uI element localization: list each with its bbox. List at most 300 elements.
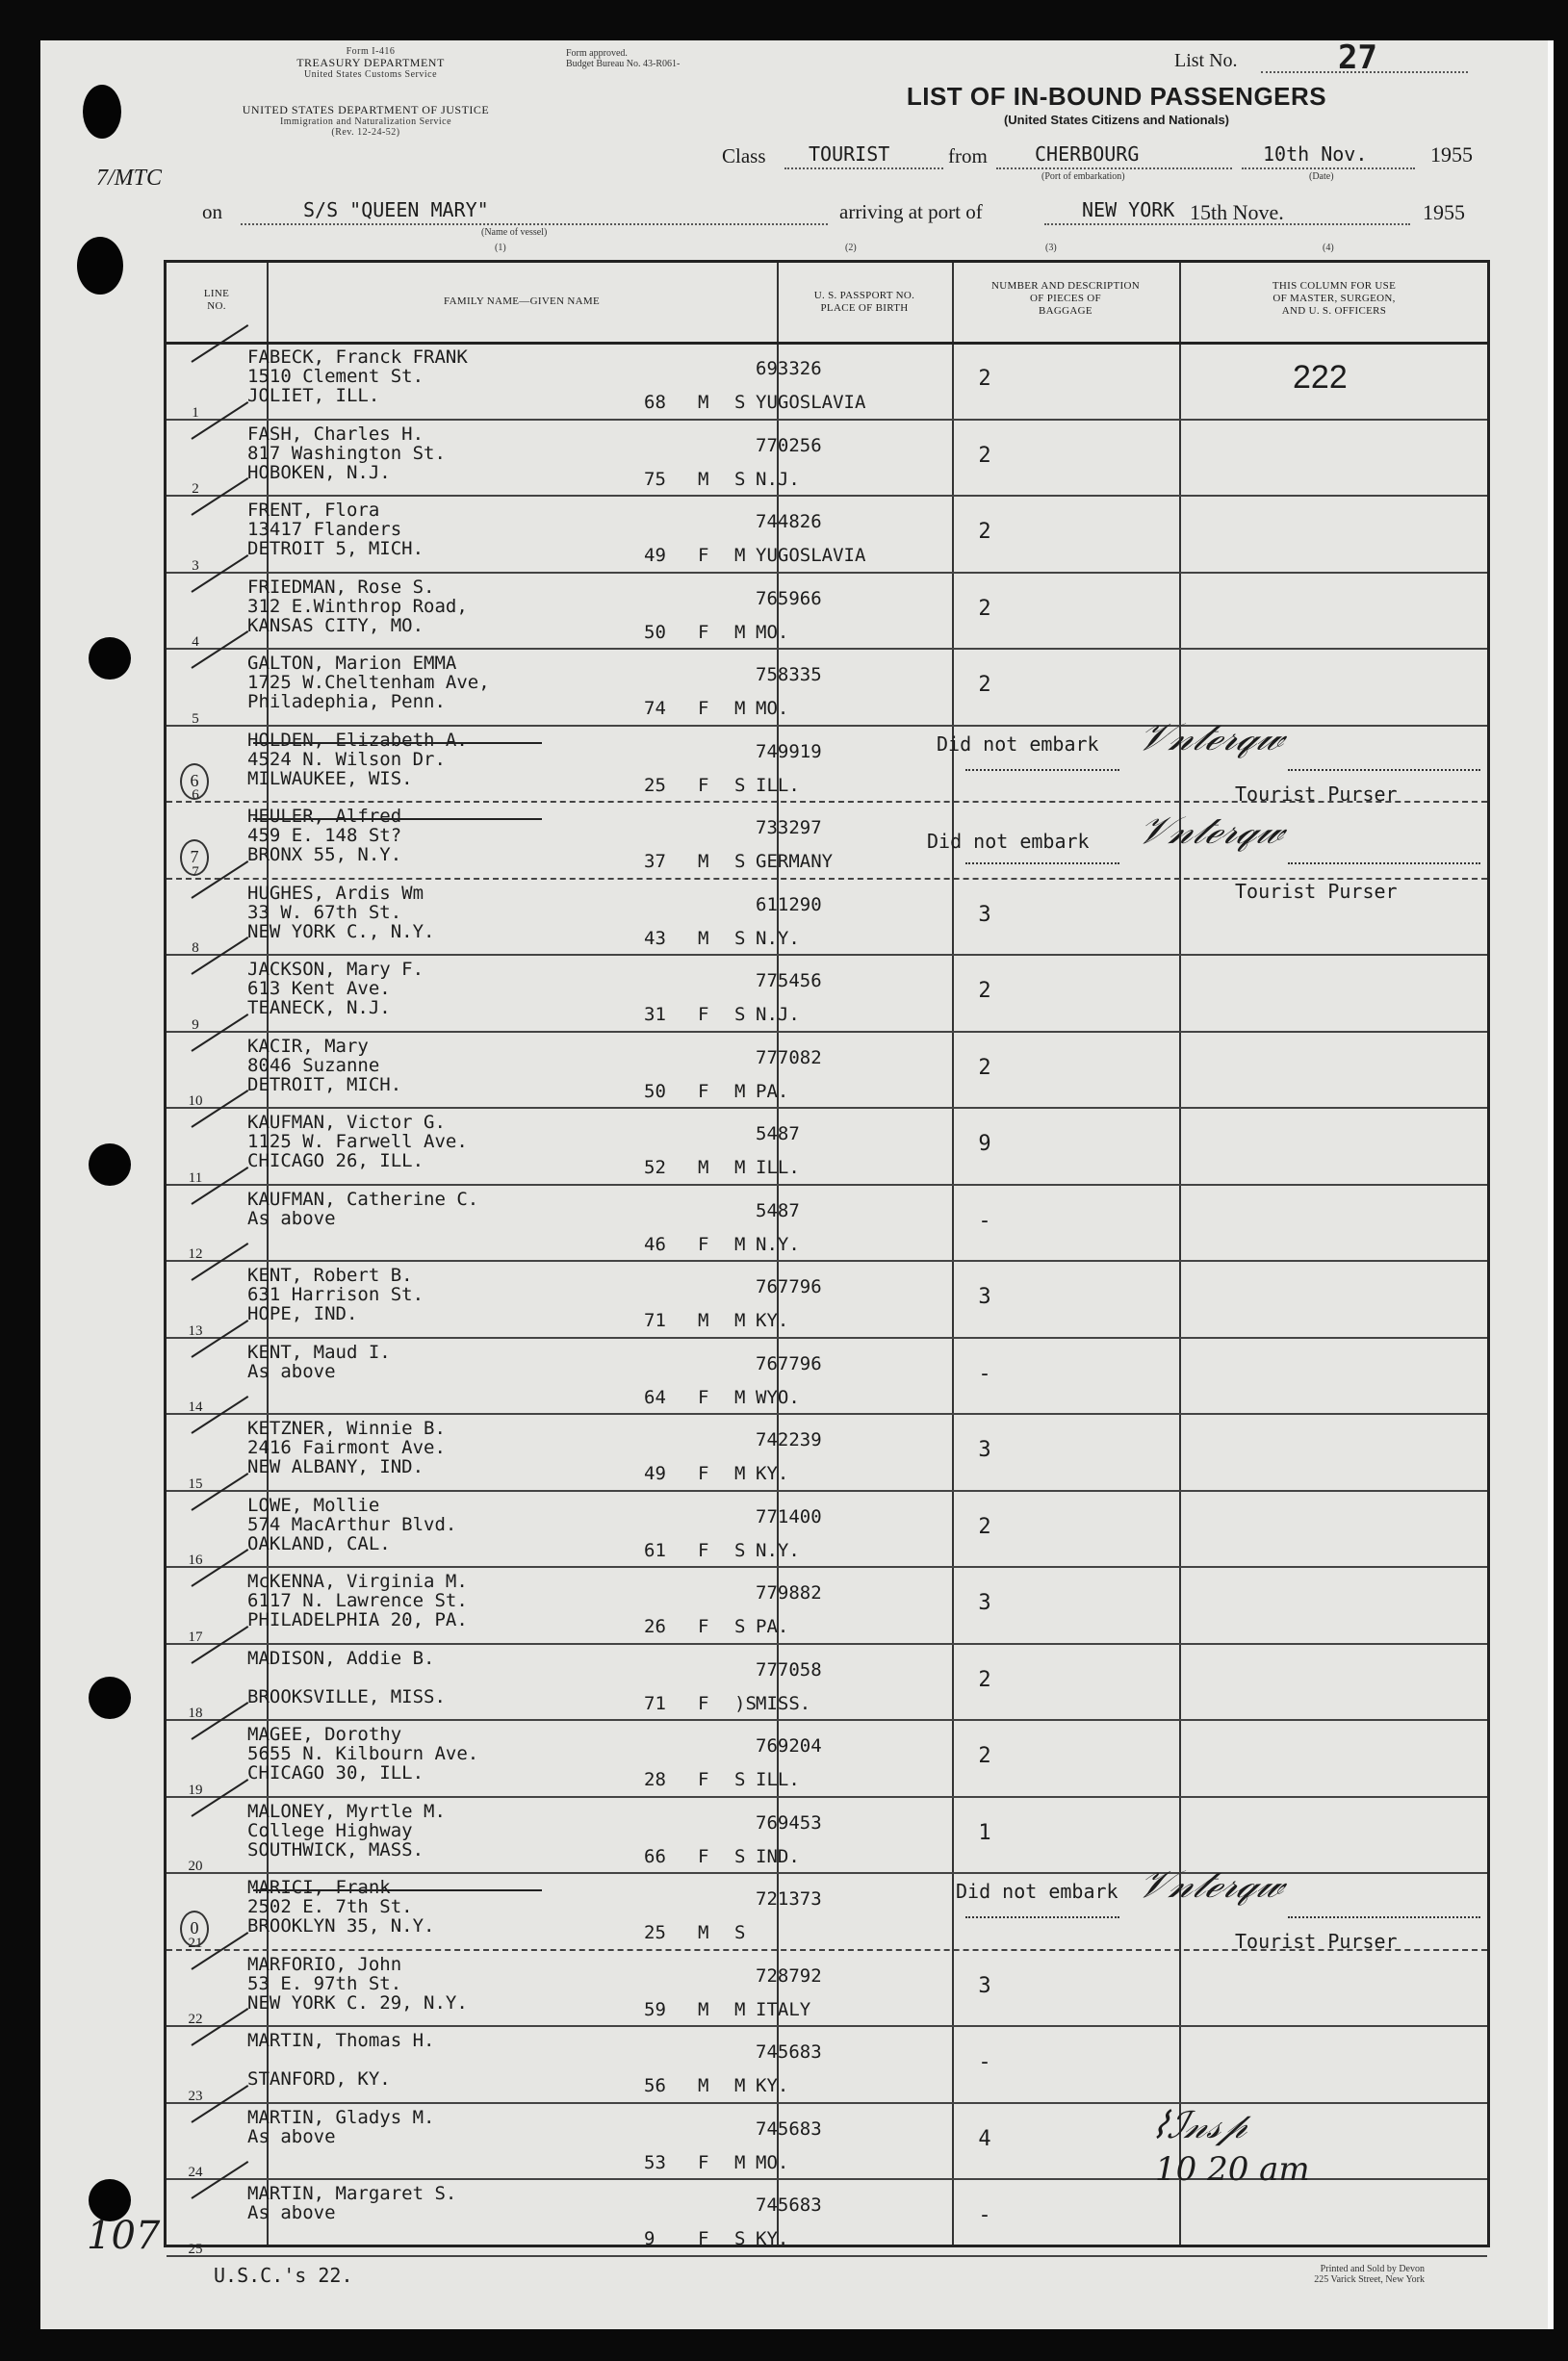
arrival-date: 15th Nove. (1190, 200, 1284, 224)
passenger-address: 4524 N. Wilson Dr. (247, 748, 446, 770)
passenger-age: 37 (644, 851, 666, 872)
passenger-city: NEW YORK C., N.Y. (247, 920, 435, 942)
passenger-city: CHICAGO 26, ILL. (247, 1150, 424, 1171)
place-of-birth: KY. (756, 1310, 789, 1331)
passenger-age: 43 (644, 927, 666, 949)
baggage-count: 2 (978, 1744, 991, 1768)
passenger-address: 817 Washington St. (247, 442, 446, 464)
line-number: 9 (192, 1016, 199, 1033)
passenger-name: KENT, Maud I. (247, 1341, 391, 1363)
line-number: 16 (188, 1553, 203, 1568)
line-number: 14 (188, 1399, 203, 1415)
passport-number: 733297 (756, 817, 822, 838)
passenger-address: 5655 N. Kilbourn Ave. (247, 1743, 479, 1764)
baggage-count: 9 (978, 1132, 991, 1156)
passenger-name: MARICI, Frank (247, 1877, 391, 1898)
passenger-civil-status: S (734, 2228, 746, 2249)
passenger-age: 61 (644, 1539, 666, 1561)
table-row (167, 1184, 1487, 1263)
passenger-civil-status: M (734, 1386, 746, 1408)
line-number: 13 (188, 1322, 203, 1339)
passenger-sex: M (698, 1998, 709, 2020)
passport-number: 779882 (756, 1582, 822, 1604)
margin-mark: 7/MTC (96, 166, 163, 191)
table-row (167, 714, 1487, 806)
passport-number: 5487 (756, 1199, 800, 1221)
passenger-sex: F (698, 1769, 709, 1790)
passenger-address: As above (247, 1207, 336, 1229)
port-value: NEW YORK (1082, 198, 1175, 221)
passport-number: 767796 (756, 1352, 822, 1374)
passenger-civil-status: S (734, 1616, 746, 1637)
passenger-civil-status: M (734, 1998, 746, 2020)
line-number: 25 (188, 2241, 203, 2257)
page-title: LIST OF IN-BOUND PASSENGERS (906, 82, 1327, 111)
passport-number: 611290 (756, 893, 822, 915)
from-label: from (948, 144, 988, 167)
baggage-count: 4 (978, 2126, 991, 2151)
passenger-civil-status: M (734, 1157, 746, 1178)
passenger-sex: F (698, 1845, 709, 1867)
passenger-name: HUGHES, Ardis Wm (247, 882, 424, 904)
arriving-label: arriving at port of (839, 200, 983, 223)
table-row (167, 1031, 1487, 1110)
passenger-sex: M (698, 851, 709, 872)
passenger-address: 459 E. 148 St? (247, 825, 402, 846)
line-number: 15 (188, 1476, 203, 1492)
passenger-city: DETROIT 5, MICH. (247, 538, 424, 559)
arrival-year: 1955 (1423, 200, 1465, 224)
passenger-address: 6117 N. Lawrence St. (247, 1590, 468, 1611)
passenger-table (164, 260, 1490, 2257)
line-number: 4 (192, 634, 199, 650)
passport-number: 693326 (756, 358, 822, 379)
vessel-value: S/S "QUEEN MARY" (303, 198, 489, 221)
passenger-city: PHILADELPHIA 20, PA. (247, 1609, 468, 1630)
passenger-address: 1725 W.Cheltenham Ave, (247, 672, 490, 693)
passenger-civil-status: M (734, 2075, 746, 2096)
class-value: TOURIST (809, 142, 890, 166)
form-approved: Form approved. (566, 48, 628, 59)
passenger-sex: F (698, 1004, 709, 1025)
passenger-address: 8046 Suzanne (247, 1054, 380, 1076)
table-row (167, 342, 1487, 421)
passenger-name: KACIR, Mary (247, 1035, 369, 1057)
place-of-birth: PA. (756, 1616, 789, 1637)
note-dotted-line (1288, 1916, 1480, 1918)
passenger-city: STANFORD, KY. (247, 2068, 391, 2090)
place-of-birth: KY. (756, 2075, 789, 2096)
table-row (167, 1490, 1487, 1569)
header-line-no: LINE NO. (203, 288, 230, 313)
note-dotted-line (1288, 862, 1480, 864)
year-value: 1955 (1430, 142, 1473, 167)
place-of-birth: IND. (756, 1845, 800, 1867)
passenger-name: LOWE, Mollie (247, 1494, 380, 1516)
passport-number: 770256 (756, 434, 822, 456)
header-name: FAMILY NAME—GIVEN NAME (444, 295, 600, 307)
passenger-civil-status: M (734, 1080, 746, 1102)
line-number: 5 (192, 710, 199, 727)
class-label: Class (722, 144, 766, 167)
baggage-count: 2 (978, 673, 991, 697)
passenger-age: 28 (644, 1769, 666, 1790)
officer-signature: ⌇ℐ𝓃𝓈𝓅 (1145, 2104, 1254, 2146)
baggage-count: 2 (978, 1055, 991, 1080)
passenger-age: 25 (644, 774, 666, 796)
passenger-city: JOLIET, ILL. (247, 385, 380, 406)
passenger-city: DETROIT, MICH. (247, 1073, 402, 1095)
baggage-count: - (978, 1361, 991, 1386)
passenger-age: 46 (644, 1233, 666, 1255)
on-label: on (202, 200, 222, 223)
table-row (167, 1107, 1487, 1186)
passenger-name: KENT, Robert B. (247, 1265, 413, 1286)
passenger-sex: M (698, 927, 709, 949)
baggage-count: 2 (978, 367, 991, 391)
line-number: 7 (192, 863, 199, 880)
passenger-city: TEANECK, N.J. (247, 997, 391, 1018)
passenger-address: 13417 Flanders (247, 519, 402, 540)
ins-service: Immigration and Naturalization Service (279, 116, 452, 128)
did-not-embark-note: Did not embark (956, 1880, 1118, 1903)
passenger-name: KAUFMAN, Catherine C. (247, 1188, 479, 1210)
passenger-name: KAUFMAN, Victor G. (247, 1112, 446, 1133)
passenger-civil-status: S (734, 1004, 746, 1025)
circled-line-mark: 0 (180, 1911, 209, 1947)
passenger-civil-status: S (734, 1769, 746, 1790)
class-line (784, 167, 943, 169)
place-of-birth: MO. (756, 2151, 789, 2173)
passenger-address: 1510 Clement St. (247, 366, 424, 387)
passenger-sex: F (698, 1463, 709, 1484)
baggage-count: - (978, 2050, 991, 2074)
col-num-4: (4) (1323, 243, 1334, 253)
passenger-civil-status: S (734, 1539, 746, 1561)
passenger-civil-status: M (734, 621, 746, 643)
passenger-sex: F (698, 545, 709, 566)
header-officers: THIS COLUMN FOR USE OF MASTER, SURGEON, AND U. S. OFFICERS (1272, 280, 1397, 318)
line-number: 21 (188, 1935, 203, 1951)
col-num-1: (1) (495, 243, 506, 253)
place-of-birth: N.J. (756, 1004, 800, 1025)
strike-through (253, 742, 542, 744)
printer-name: Printed and Sold by Devon (1320, 2264, 1425, 2274)
purser-signature: 𝒱𝓃𝓉ℯ𝓇𝓆𝓌 (1132, 1862, 1292, 1907)
baggage-count: 2 (978, 1514, 991, 1539)
passenger-age: 52 (644, 1157, 666, 1178)
passenger-city: BROOKSVILLE, MISS. (247, 1685, 446, 1707)
place-of-birth: N.Y. (756, 1539, 800, 1561)
footer-left: U.S.C.'s 22. (214, 2264, 353, 2287)
passport-number: 745683 (756, 2041, 822, 2063)
passenger-age: 66 (644, 1845, 666, 1867)
line-number: 10 (188, 1093, 203, 1109)
passenger-age: 59 (644, 1998, 666, 2020)
table-row (167, 954, 1487, 1033)
line-number: 8 (192, 940, 199, 956)
passport-number: 777082 (756, 1046, 822, 1068)
passenger-civil-status: )S (734, 1692, 757, 1714)
strike-through (253, 818, 542, 820)
line-number: 12 (188, 1246, 203, 1262)
place-of-birth: N.Y. (756, 927, 800, 949)
treasury-dept: TREASURY DEPARTMENT (296, 56, 445, 69)
baggage-count: 2 (978, 979, 991, 1003)
baggage-count: 2 (978, 1667, 991, 1692)
place-of-birth: N.J. (756, 468, 800, 490)
passenger-name: FRENT, Flora (247, 500, 380, 521)
passenger-age: 64 (644, 1386, 666, 1408)
did-not-embark-note: Did not embark (927, 830, 1090, 853)
passport-number: 728792 (756, 1964, 822, 1987)
passenger-name: FASH, Charles H. (247, 423, 424, 445)
purser-title: Tourist Purser (1235, 1930, 1398, 1953)
place-of-birth: KY. (756, 1463, 789, 1484)
passenger-name: MARFORIO, John (247, 1953, 402, 1975)
line-number: 24 (188, 2165, 203, 2180)
purser-title: Tourist Purser (1235, 782, 1398, 806)
passenger-name: HEULER, Alfred (247, 806, 402, 827)
passenger-age: 26 (644, 1616, 666, 1637)
passenger-city: NEW ALBANY, IND. (247, 1456, 424, 1477)
note-dotted-line (965, 769, 1119, 771)
passenger-name: MALONEY, Myrtle M. (247, 1800, 446, 1822)
list-no-label: List No. (1174, 50, 1238, 71)
passport-number: 745683 (756, 2117, 822, 2140)
passenger-name: MADISON, Addie B. (247, 1647, 435, 1669)
passenger-sex: F (698, 1692, 709, 1714)
table-row (167, 1719, 1487, 1798)
passenger-age: 9 (644, 2228, 655, 2249)
line-number: 22 (188, 2012, 203, 2027)
from-line (996, 167, 1232, 169)
table-row (167, 572, 1487, 651)
passport-number: 742239 (756, 1429, 822, 1450)
passport-number: 5487 (756, 1123, 800, 1144)
table-row (167, 1337, 1487, 1416)
header-baggage: NUMBER AND DESCRIPTION OF PIECES OF BAGGAGE (991, 280, 1140, 318)
col-num-2: (2) (845, 243, 857, 253)
passenger-name: JACKSON, Mary F. (247, 959, 424, 980)
passenger-age: 71 (644, 1692, 666, 1714)
passenger-age: 49 (644, 1463, 666, 1484)
baggage-count: 3 (978, 1438, 991, 1462)
purser-signature: 𝒱𝓃𝓉ℯ𝓇𝓆𝓌 (1132, 714, 1292, 759)
passenger-address: As above (247, 2202, 336, 2223)
place-of-birth: PA. (756, 1080, 789, 1102)
passenger-address: 1125 W. Farwell Ave. (247, 1131, 468, 1152)
passenger-city: MILWAUKEE, WIS. (247, 767, 413, 789)
binder-hole (89, 1677, 131, 1719)
baggage-count: 1 (978, 1820, 991, 1845)
passenger-civil-status: S (734, 927, 746, 949)
passport-number: 721373 (756, 1888, 822, 1910)
place-of-birth: WYO. (756, 1386, 800, 1408)
place-of-birth: MO. (756, 621, 789, 643)
passenger-address: As above (247, 1360, 336, 1382)
baggage-count: 2 (978, 443, 991, 468)
page-mark: 107 (87, 2214, 161, 2258)
passenger-civil-status: M (734, 698, 746, 719)
binder-hole (83, 85, 121, 139)
passenger-civil-status: M (734, 1463, 746, 1484)
col-num-3: (3) (1045, 243, 1057, 253)
date-value: 10th Nov. (1263, 142, 1368, 166)
line-number: 6 (192, 787, 199, 803)
passport-number: 745683 (756, 2194, 822, 2216)
place-of-birth: ITALY (756, 1998, 811, 2020)
passenger-address: 2416 Fairmont Ave. (247, 1437, 446, 1458)
passport-number: 769453 (756, 1811, 822, 1834)
justice-block (197, 104, 534, 138)
passenger-sex: M (698, 1922, 709, 1943)
passenger-address: 312 E.Winthrop Road, (247, 595, 468, 617)
baggage-count: 2 (978, 520, 991, 544)
passenger-name: MARTIN, Gladys M. (247, 2106, 435, 2128)
form-agency-block (202, 46, 539, 80)
passenger-sex: M (698, 468, 709, 490)
passenger-sex: M (698, 392, 709, 413)
date-line (1242, 167, 1415, 169)
list-no-value: 27 (1338, 38, 1377, 77)
form-approval (566, 48, 758, 69)
passenger-address: College Highway (247, 1819, 413, 1841)
passenger-city: Philadephia, Penn. (247, 691, 446, 712)
header-passport: U. S. PASSPORT NO. PLACE OF BIRTH (813, 290, 915, 315)
passenger-sex: F (698, 698, 709, 719)
vessel-caption: (Name of vessel) (481, 227, 548, 238)
baggage-count: 3 (978, 1973, 991, 1998)
passenger-address: As above (247, 2125, 336, 2147)
passenger-age: 49 (644, 545, 666, 566)
printer-address: 225 Varick Street, New York (1314, 2274, 1425, 2285)
baggage-count: 3 (978, 1285, 991, 1309)
passenger-civil-status: S (734, 392, 746, 413)
passenger-sex: F (698, 1386, 709, 1408)
passenger-city: HOBOKEN, N.J. (247, 461, 391, 483)
passenger-name: MAGEE, Dorothy (247, 1724, 402, 1745)
table-row (167, 1260, 1487, 1339)
passenger-sex: M (698, 1157, 709, 1178)
printer-block (1194, 2264, 1425, 2285)
passenger-sex: F (698, 1080, 709, 1102)
baggage-count: - (978, 2203, 991, 2227)
passenger-civil-status: M (734, 1310, 746, 1331)
date-caption: (Date) (1309, 171, 1334, 182)
purser-title: Tourist Purser (1235, 880, 1398, 903)
place-of-birth: MO. (756, 698, 789, 719)
passport-number: 758335 (756, 664, 822, 685)
passenger-city: CHICAGO 30, ILL. (247, 1762, 424, 1784)
passport-number: 765966 (756, 587, 822, 609)
passenger-address: 33 W. 67th St. (247, 901, 402, 923)
table-row (167, 2178, 1487, 2257)
binder-hole (89, 637, 131, 680)
place-of-birth: MISS. (756, 1692, 811, 1714)
passenger-age: 50 (644, 621, 666, 643)
place-of-birth: GERMANY (756, 851, 834, 872)
binder-hole (89, 1143, 131, 1186)
strike-through (253, 1889, 542, 1891)
passenger-name: GALTON, Marion EMMA (247, 653, 457, 674)
passenger-name: FABECK, Franck FRANK (247, 346, 468, 368)
passenger-sex: F (698, 774, 709, 796)
passenger-civil-status: M (734, 2151, 746, 2173)
baggage-count: - (978, 1208, 991, 1233)
vessel-line (241, 223, 828, 225)
revision: (Rev. 12-24-52) (331, 127, 400, 139)
table-row (167, 1949, 1487, 2028)
passenger-sex: F (698, 2151, 709, 2173)
passenger-sex: M (698, 2075, 709, 2096)
passenger-civil-status: S (734, 468, 746, 490)
line-number: 17 (188, 1629, 203, 1645)
passenger-city: BRONX 55, N.Y. (247, 844, 402, 865)
passenger-city: NEW YORK C. 29, N.Y. (247, 1991, 468, 2014)
did-not-embark-note: Did not embark (937, 731, 1099, 756)
table-header (167, 263, 1487, 345)
passenger-age: 74 (644, 698, 666, 719)
passenger-address: 631 Harrison St. (247, 1284, 424, 1305)
passenger-address: 613 Kent Ave. (247, 978, 391, 999)
passenger-address: 574 MacArthur Blvd. (247, 1513, 457, 1535)
passenger-age: 56 (644, 2075, 666, 2096)
passenger-city: HOPE, IND. (247, 1303, 358, 1324)
form-number: Form I-416 (346, 46, 396, 57)
passenger-address: 53 E. 97th St. (247, 1972, 402, 1994)
place-of-birth: YUGOSLAVIA (756, 545, 866, 566)
passport-number: 771400 (756, 1505, 822, 1527)
passenger-civil-status: S (734, 774, 746, 796)
budget-bureau: Budget Bureau No. 43-R061- (566, 59, 681, 69)
passenger-age: 75 (644, 468, 666, 490)
passport-number: 744826 (756, 511, 822, 532)
baggage-count: 3 (978, 1591, 991, 1615)
note-dotted-line (965, 1916, 1119, 1918)
table-row (167, 2025, 1487, 2104)
passenger-age: 31 (644, 1004, 666, 1025)
justice-dept: UNITED STATES DEPARTMENT OF JUSTICE (242, 103, 490, 116)
passenger-sex: F (698, 621, 709, 643)
passenger-name: MARTIN, Thomas H. (247, 2030, 435, 2051)
passport-number: 777058 (756, 1658, 822, 1681)
passenger-age: 25 (644, 1922, 666, 1943)
passport-number: 775456 (756, 970, 822, 991)
passenger-sex: F (698, 1539, 709, 1561)
line-number: 18 (188, 1706, 203, 1721)
passport-number: 769204 (756, 1735, 822, 1757)
circled-line-mark: 7 (180, 839, 209, 876)
passenger-city: OAKLAND, CAL. (247, 1532, 391, 1554)
note-dotted-line (1288, 769, 1480, 771)
passenger-sex: M (698, 1310, 709, 1331)
line-number: 20 (188, 1859, 203, 1874)
place-of-birth: ILL. (756, 774, 800, 796)
signature-time: 10 20 am (1155, 2150, 1310, 2189)
place-of-birth: YUGOSLAVIA (756, 392, 866, 413)
binder-hole (77, 237, 123, 295)
table-row (167, 419, 1487, 498)
place-of-birth: ILL. (756, 1157, 800, 1178)
table-row (167, 1643, 1487, 1722)
from-value: CHERBOURG (1035, 142, 1140, 166)
passenger-name: KETZNER, Winnie B. (247, 1418, 446, 1439)
passenger-address: 2502 E. 7th St. (247, 1896, 413, 1917)
circled-line-mark: 6 (180, 763, 209, 800)
line-number: 2 (192, 481, 199, 497)
passenger-city: SOUTHWICK, MASS. (247, 1838, 424, 1861)
